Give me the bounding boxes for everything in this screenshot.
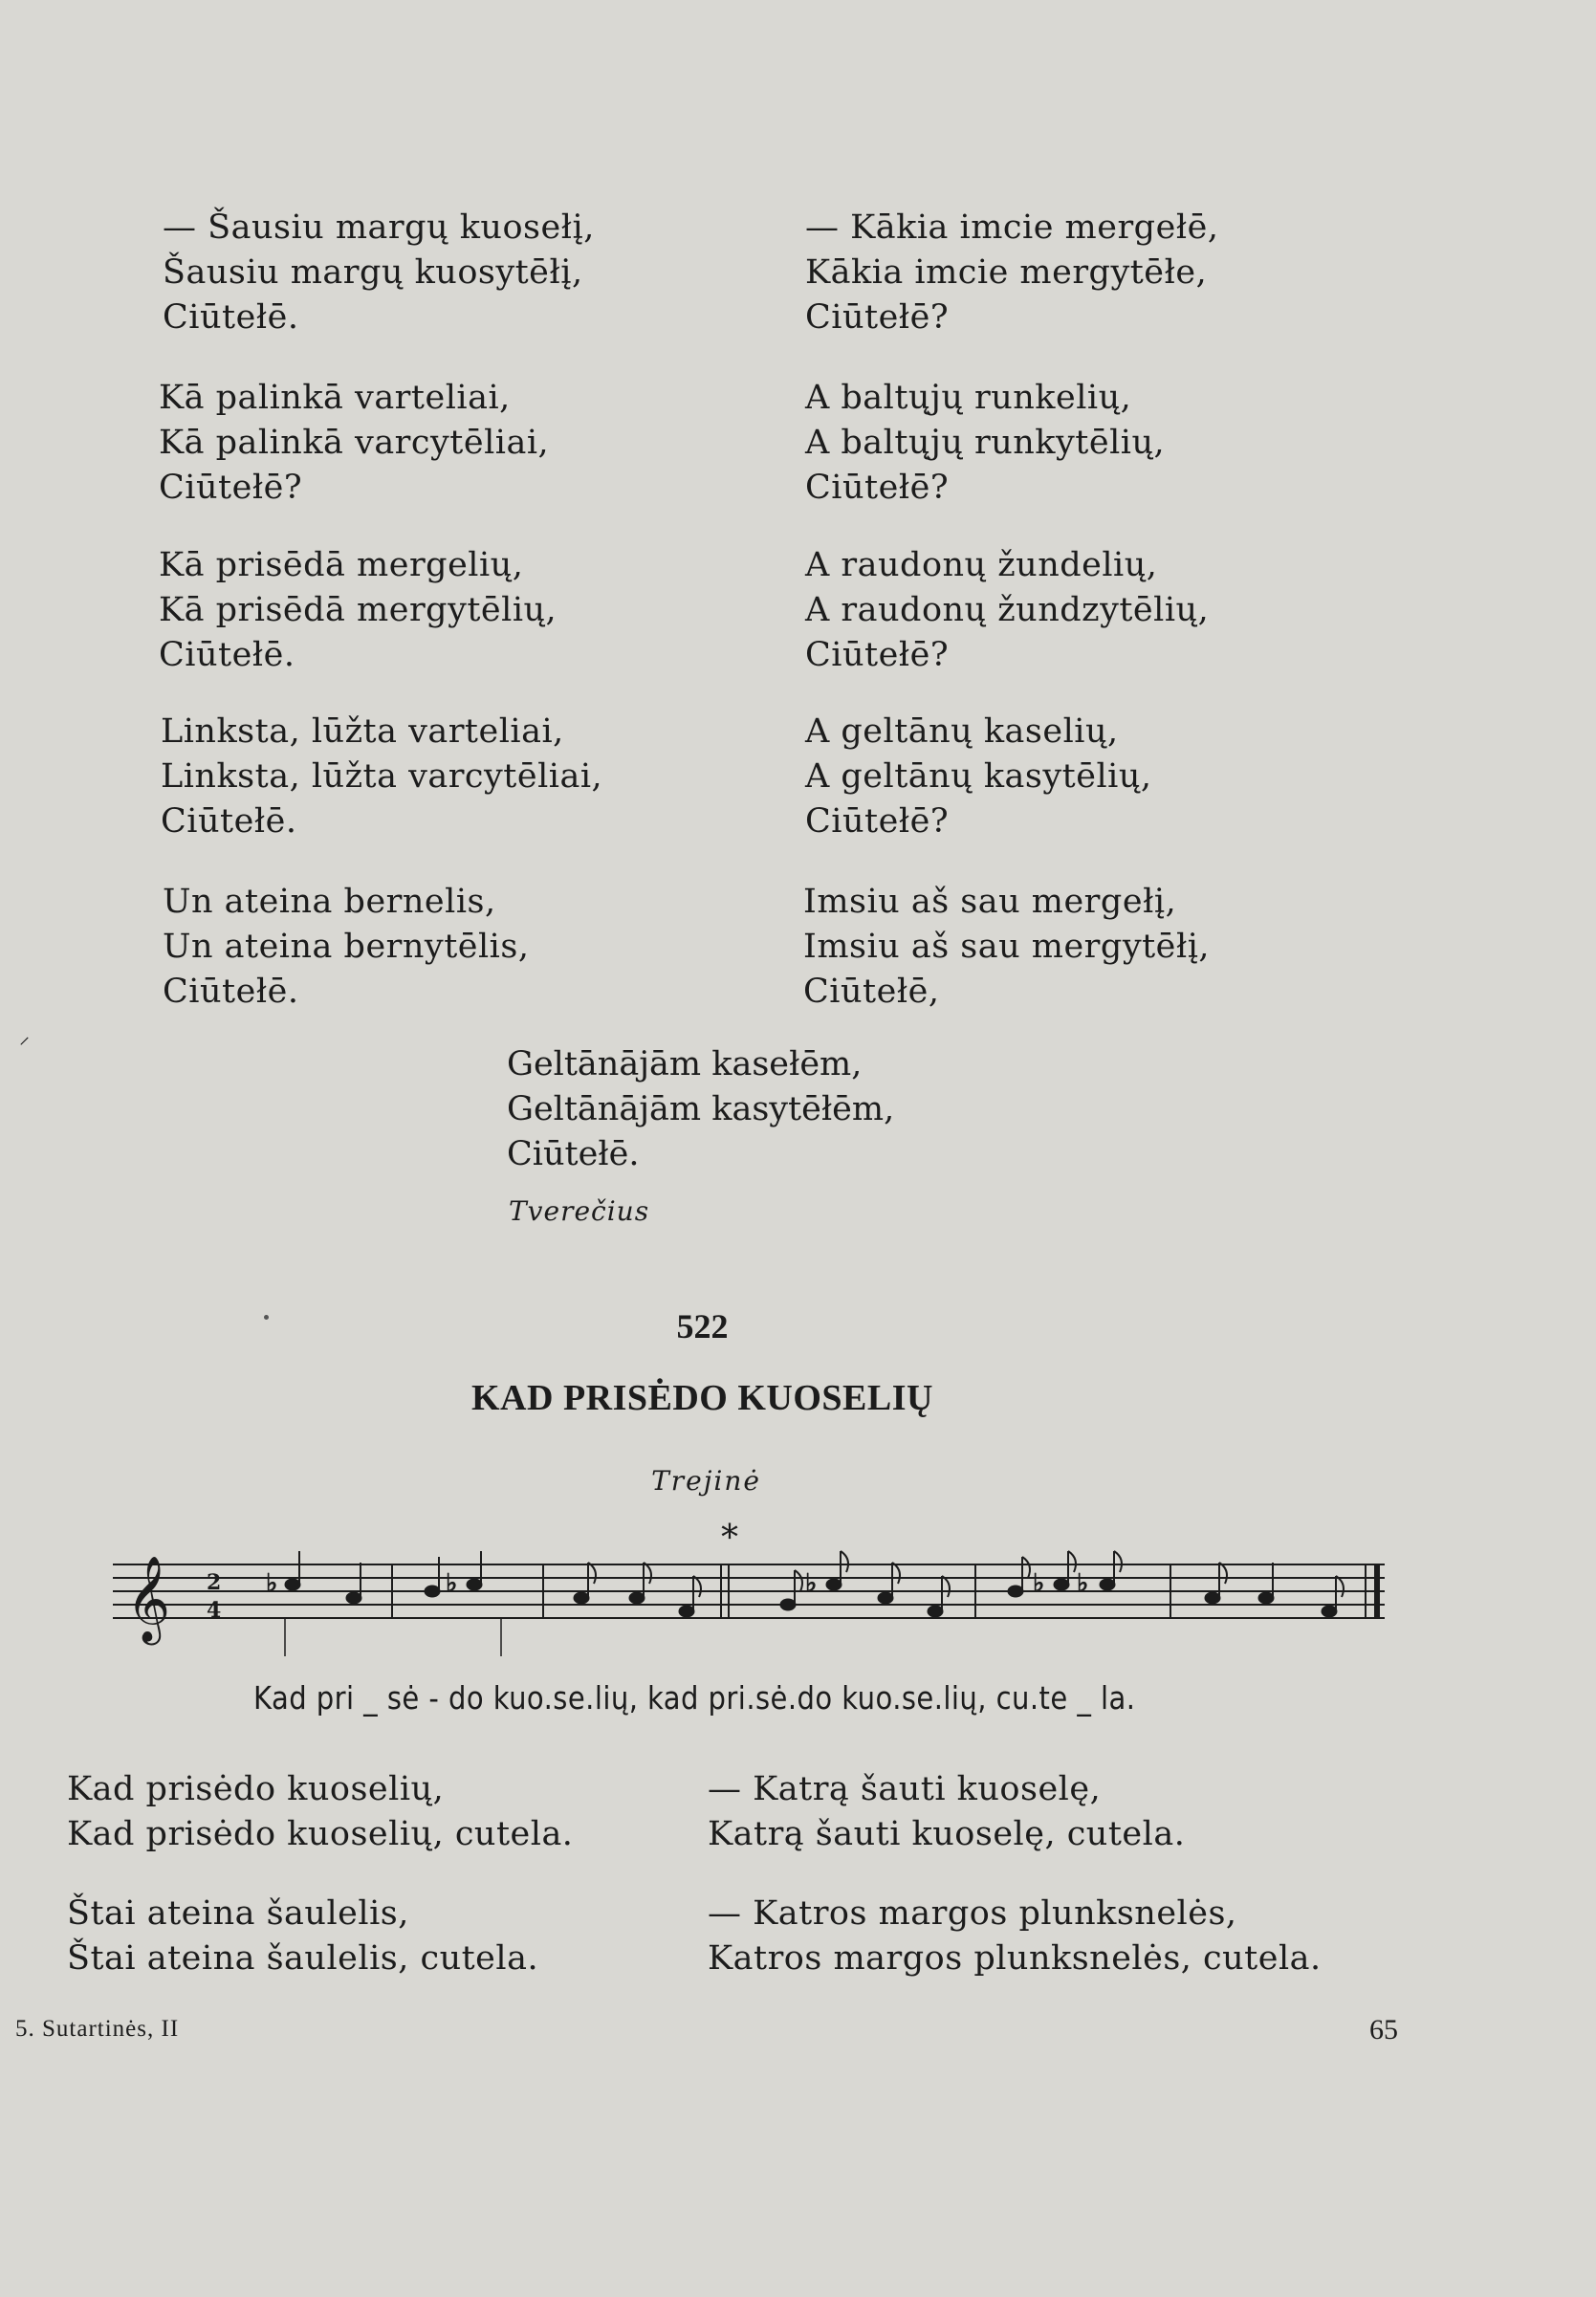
verse-line: Ciūtełē. [507, 1135, 640, 1173]
stanza-left-5 [163, 880, 529, 1015]
flat-icon: ♭ [1033, 1569, 1045, 1598]
verse-line: Kad prisėdo kuoselių, [67, 1770, 445, 1808]
verse-line: Ciūtełē? [159, 469, 303, 507]
verse-line: Ciūtełē. [163, 973, 299, 1011]
notes [266, 1551, 1344, 1617]
author-attribution: Tverečius [509, 1195, 650, 1227]
verse-line: A baltųjų runkytēlių, [805, 424, 1166, 462]
verse-line: Katros margos plunksnelės, cutela. [708, 1939, 1322, 1978]
verse-line: Kā palinkā varcytēliai, [159, 424, 550, 462]
verse-line: Ciūtełē. [161, 802, 297, 841]
stanza-lower-right-2 [708, 1892, 1322, 1981]
stanza-left-4 [161, 710, 602, 844]
asterisk-mark: * [721, 1519, 738, 1558]
stanza-left-2 [159, 376, 549, 511]
verse-line: A geltānų kasytēlių, [805, 757, 1152, 796]
footer-signature: 5. Sutartinės, II [15, 2016, 180, 2042]
stanza-right-1 [805, 206, 1219, 340]
verse-line: A raudonų žundelių, [805, 546, 1158, 584]
verse-line: Ciūtełē? [805, 636, 950, 674]
verse-line: Imsiu aš sau mergytēłį, [803, 928, 1211, 966]
time-signature-bottom: 4 [207, 1598, 222, 1623]
tempo-marking: Trejinė [651, 1465, 761, 1497]
flat-icon: ♭ [1077, 1569, 1089, 1598]
verse-line: Linksta, lūžta varteliai, [161, 712, 564, 751]
verse-line: Geltānājām kasytēłēm, [507, 1090, 895, 1128]
note-head [928, 1606, 943, 1617]
verse-line: Un ateina bernytēlis, [163, 928, 530, 966]
note-head [346, 1592, 361, 1604]
verse-line: A baltųjų runkelių, [805, 379, 1132, 417]
verse-line: Ciūtełē? [805, 802, 950, 841]
note-head [574, 1592, 589, 1604]
verse-line: Geltānājām kasełēm, [507, 1045, 863, 1083]
note-head [1322, 1606, 1337, 1617]
verse-line: A geltānų kaselių, [805, 712, 1119, 751]
stanza-right-2 [805, 376, 1165, 511]
verse-line: Šausiu margų kuosytēłį, [163, 253, 583, 292]
stanza-lower-left-1 [67, 1767, 573, 1857]
stanza-lower-right-1 [708, 1767, 1185, 1857]
verse-line: Ciūtełē. [159, 636, 295, 674]
note-head [679, 1606, 694, 1617]
verse-line: Štai ateina šaulelis, cutela. [67, 1939, 539, 1978]
note-head [826, 1579, 842, 1590]
music-lyrics: Kad pri _ sė - do kuo.se.lių, kad pri.sė.do kuo.se.lių, cu.te _ la. [253, 1679, 1136, 1717]
page-number: 65 [1369, 2014, 1398, 2045]
verse-line: Kā prisēdā mergelių, [159, 546, 524, 584]
stanza-left-1 [163, 206, 595, 340]
flat-icon: ♭ [266, 1569, 278, 1598]
stanza-left-3 [159, 543, 557, 678]
stanza-center [507, 1042, 894, 1177]
verse-line: Ciūtełē? [805, 298, 950, 337]
note-head [629, 1592, 645, 1604]
verse-line: — Katrą šauti kuoselę, [708, 1770, 1102, 1808]
margin-mark: ⸝ [19, 1025, 31, 1049]
verse-line: Un ateina bernelis, [163, 883, 496, 921]
note-head [1205, 1592, 1220, 1604]
song-title: KAD PRISĖDO KUOSELIŲ [471, 1378, 933, 1418]
note-head [878, 1592, 893, 1604]
note-head [1008, 1586, 1023, 1597]
verse-line: Kā palinkā varteliai, [159, 379, 511, 417]
note-head [1100, 1579, 1115, 1590]
note-head [1054, 1579, 1069, 1590]
verse-line: Štai ateina šaulelis, [67, 1894, 409, 1933]
stanza-right-5 [803, 880, 1210, 1015]
verse-line: — Šausiu margų kuosełį, [163, 208, 595, 247]
note-head [467, 1579, 482, 1590]
verse-line: Linksta, lūžta varcytēliai, [161, 757, 603, 796]
stanza-right-3 [805, 543, 1209, 678]
verse-line: Kad prisėdo kuoselių, cutela. [67, 1815, 574, 1853]
verse-line: — Kākia imcie mergełē, [805, 208, 1219, 247]
verse-line: Ciūtełē, [803, 973, 940, 1011]
stanza-right-4 [805, 710, 1152, 844]
verse-line: A raudonų žundzytēlių, [805, 591, 1210, 629]
staff-lines [113, 1564, 1385, 1618]
music-staff [113, 1549, 1394, 1664]
flat-icon: ♭ [805, 1569, 818, 1598]
note-head [425, 1586, 440, 1597]
verse-line: — Katros margos plunksnelės, [708, 1894, 1237, 1933]
treble-clef-icon: 𝄞 [126, 1556, 171, 1642]
stanza-lower-left-2 [67, 1892, 538, 1981]
verse-line: Imsiu aš sau mergełį, [803, 883, 1177, 921]
verse-line: Ciūtełē? [805, 469, 950, 507]
note-head [285, 1579, 300, 1590]
note-head [1258, 1592, 1274, 1604]
verse-line: Katrą šauti kuoselę, cutela. [708, 1815, 1186, 1853]
time-signature-top: 2 [207, 1570, 222, 1595]
song-number: 522 [676, 1307, 729, 1345]
flat-icon: ♭ [446, 1569, 458, 1598]
verse-line: Kākia imcie mergytēłe, [805, 253, 1208, 292]
note-head [780, 1599, 796, 1610]
verse-line: Kā prisēdā mergytēlių, [159, 591, 558, 629]
verse-line: Ciūtełē. [163, 298, 299, 337]
